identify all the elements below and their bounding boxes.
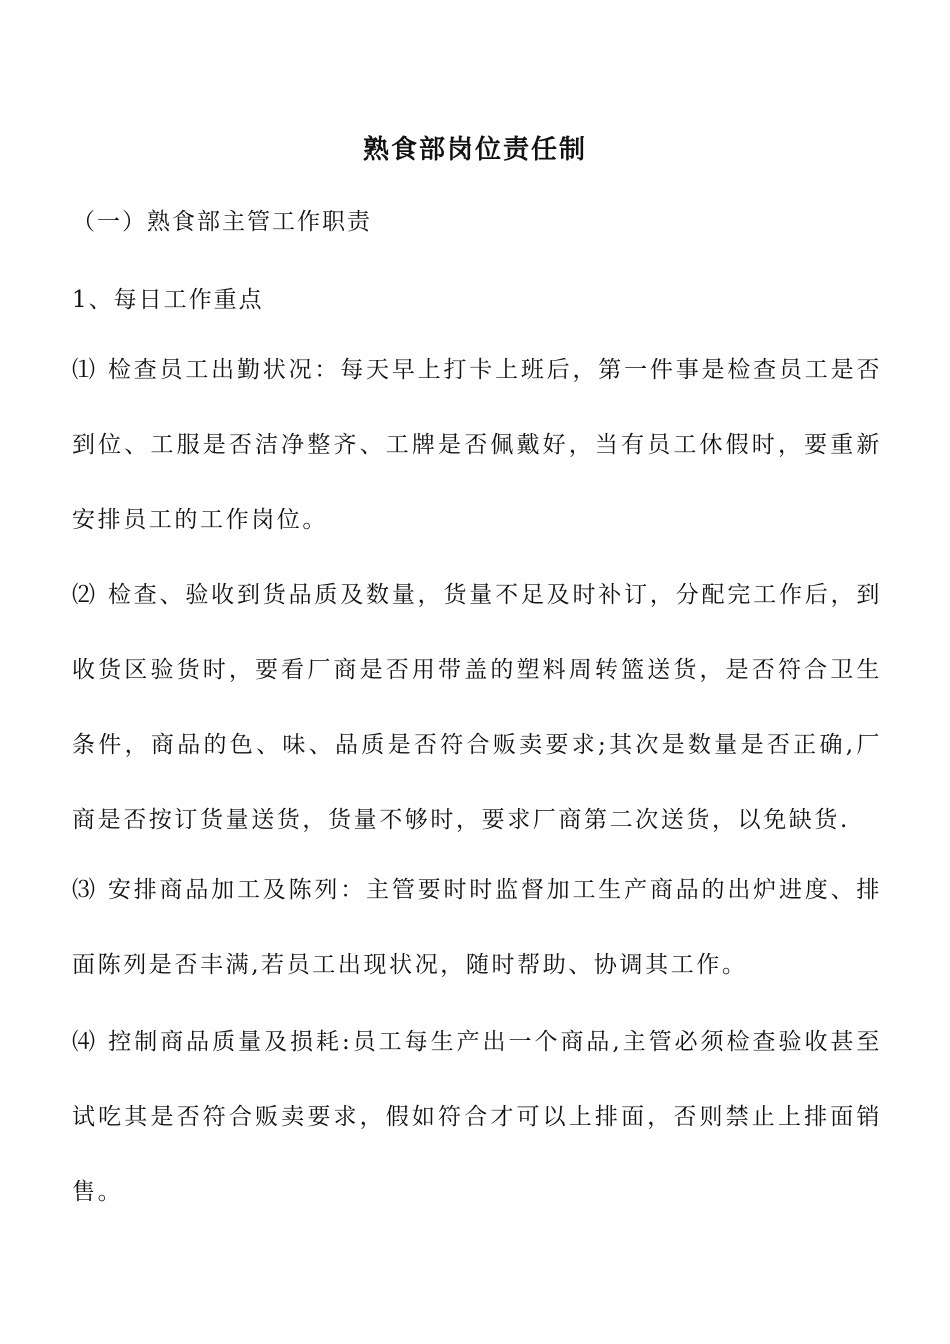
paragraph-3: ⑶ 安排商品加工及陈列：主管要时时监督加工生产商品的出炉进度、排面陈列是否丰满,若员工出现状况，随时帮助、协调其工作。 (72, 877, 882, 978)
paragraph-2: ⑵ 检查、验收到货品质及数量，货量不足及时补订，分配完工作后，到收货区验货时，要看厂商是否用带盖的塑料周转篮送货，是否符合卫生条件，商品的色、味、品质是否符合贩卖要求;其次是数量是否正确,厂商是否按订货量送货，货量不够时，要求厂商第二次送货，以免缺货. (72, 582, 882, 833)
paragraph-1: ⑴ 检查员工出勤状况：每天早上打卡上班后，第一件事是检查员工是否到位、工服是否洁净整齐、工牌是否佩戴好，当有员工休假时，要重新安排员工的工作岗位。 (72, 357, 882, 533)
section-heading: （一）熟食部主管工作职责 (72, 209, 372, 235)
subsection-heading: 1、每日工作重点 (72, 287, 264, 313)
document-title: 熟食部岗位责任制 (362, 135, 587, 165)
paragraph-4: ⑷ 控制商品质量及损耗:员工每生产出一个商品,主管必须检查验收甚至试吃其是否符合贩卖要求，假如符合才可以上排面，否则禁止上排面销售。 (72, 1029, 882, 1205)
